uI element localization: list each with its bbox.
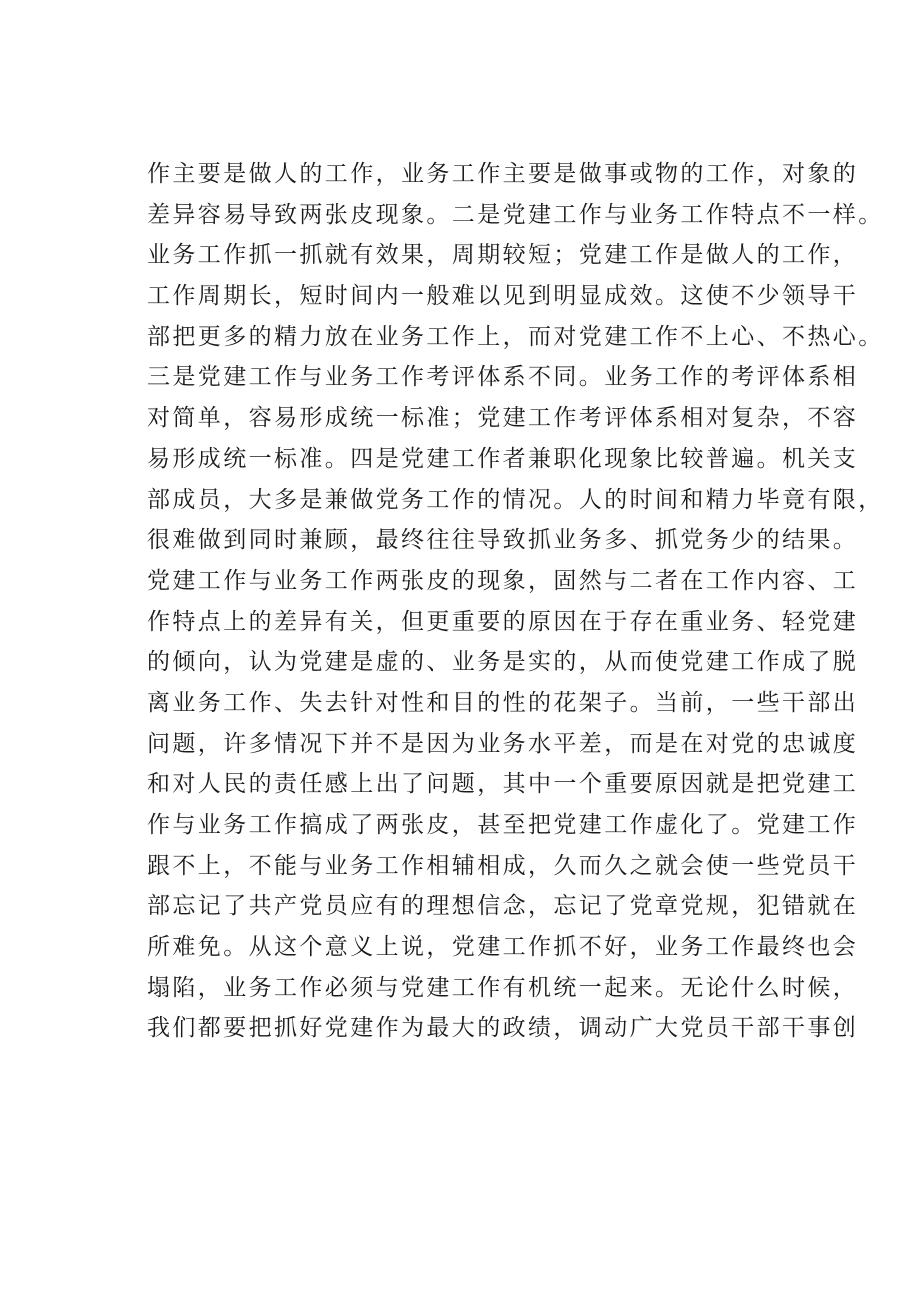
text-line-8: 易形成统一标准。四是党建工作者兼职化现象比较普遍。机关支: [147, 445, 859, 472]
text-line-7: 对简单，容易形成统一标准；党建工作考评体系相对复杂，不容: [147, 405, 859, 432]
text-line-10: 很难做到同时兼顾，最终往往导致抓业务多、抓党务少的结果。: [147, 527, 859, 554]
text-line-2: 差异容易导致两张皮现象。二是党建工作与业务工作特点不一样。: [147, 201, 884, 228]
text-line-18: 跟不上，不能与业务工作相辅相成，久而久之就会使一些党员干: [147, 852, 859, 879]
text-line-21: 塌陷，业务工作必须与党建工作有机统一起来。无论什么时候，: [147, 974, 859, 1001]
text-line-20: 所难免。从这个意义上说，党建工作抓不好，业务工作最终也会: [147, 934, 859, 961]
text-line-12: 作特点上的差异有关，但更重要的原因在于存在重业务、轻党建: [147, 608, 859, 635]
text-line-3: 业务工作抓一抓就有效果，周期较短；党建工作是做人的工作，: [147, 242, 859, 269]
body-text: [147, 154, 884, 1049]
text-line-22: 我们都要把抓好党建作为最大的政绩，调动广大党员干部干事创: [147, 1015, 859, 1042]
text-line-9: 部成员，大多是兼做党务工作的情况。人的时间和精力毕竟有限，: [147, 486, 884, 513]
text-line-1: 作主要是做人的工作，业务工作主要是做事或物的工作，对象的: [147, 161, 859, 187]
text-line-13: 的倾向，认为党建是虚的、业务是实的，从而使党建工作成了脱: [147, 649, 859, 676]
text-line-11: 党建工作与业务工作两张皮的现象，固然与二者在工作内容、工: [147, 567, 859, 594]
text-line-6: 三是党建工作与业务工作考评体系不同。业务工作的考评体系相: [147, 364, 859, 391]
text-line-17: 作与业务工作搞成了两张皮，甚至把党建工作虚化了。党建工作: [147, 812, 859, 838]
text-line-16: 和对人民的责任感上出了问题，其中一个重要原因就是把党建工: [147, 771, 859, 798]
text-line-15: 问题，许多情况下并不是因为业务水平差，而是在对党的忠诚度: [147, 730, 859, 757]
text-line-14: 离业务工作、失去针对性和目的性的花架子。当前，一些干部出: [147, 689, 859, 716]
text-line-5: 部把更多的精力放在业务工作上，而对党建工作不上心、不热心。: [147, 323, 884, 350]
text-line-19: 部忘记了共产党员应有的理想信念，忘记了党章党规，犯错就在: [147, 893, 859, 920]
text-line-4: 工作周期长，短时间内一般难以见到明显成效。这使不少领导干: [147, 283, 859, 310]
